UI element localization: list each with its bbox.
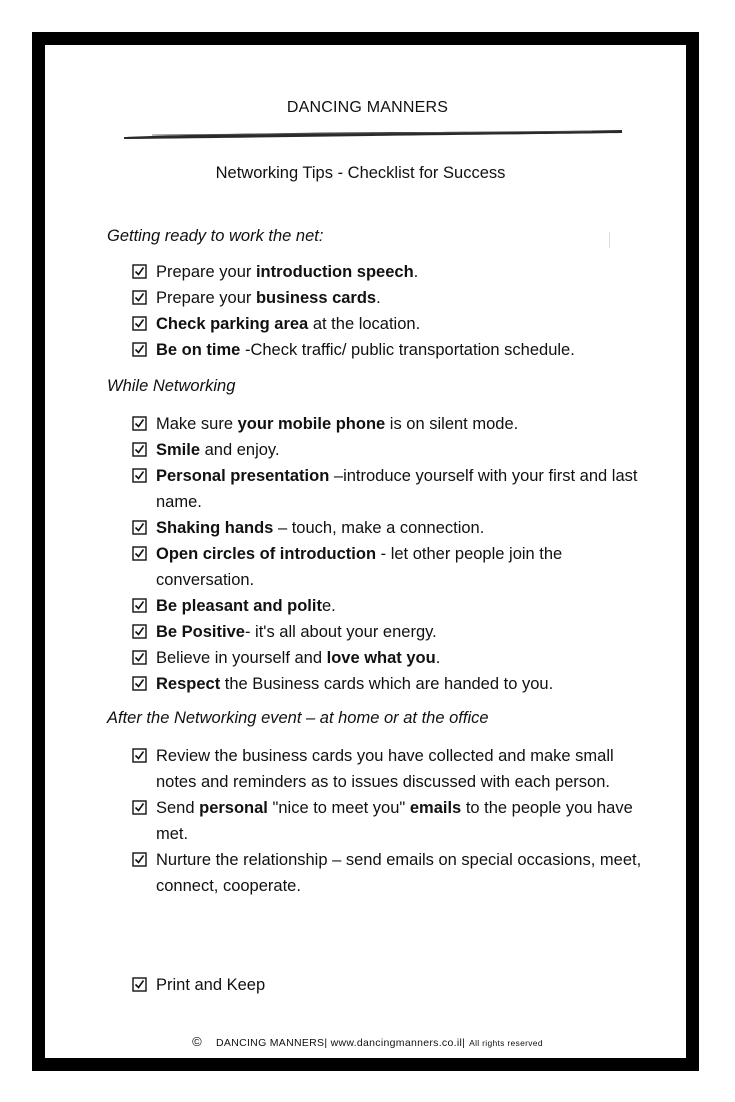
- document-subtitle: Networking Tips - Checklist for Success: [215, 164, 506, 182]
- list-item-text: [156, 415, 518, 433]
- checked-checkbox-icon: [132, 852, 147, 867]
- text-segment: Believe in yourself and: [156, 649, 327, 667]
- list-item-text: [156, 597, 336, 615]
- checked-checkbox-icon: [132, 546, 147, 561]
- text-segment: Make sure: [156, 415, 238, 433]
- section-heading-while-networking: While Networking: [107, 377, 236, 395]
- checked-checkbox-icon: [132, 342, 147, 357]
- list-item-text: [156, 467, 637, 511]
- text-segment: .: [435, 649, 441, 667]
- list-item: [132, 285, 642, 311]
- section-heading-after-event: After the Networking event – at home or at the office: [107, 709, 489, 727]
- text-segment: "nice to meet you": [267, 799, 410, 817]
- text-segment: Send: [156, 799, 200, 817]
- checked-checkbox-icon: [132, 264, 147, 279]
- list-item-text: [156, 675, 553, 693]
- list-item-text: [156, 519, 484, 537]
- list-item-text: [156, 441, 280, 459]
- copyright-icon: ©: [192, 1034, 203, 1049]
- list-item-text: [156, 289, 381, 307]
- list-item: [132, 645, 642, 671]
- list-item: [132, 795, 642, 847]
- checked-checkbox-icon: [132, 748, 147, 763]
- checked-checkbox-icon: [132, 800, 147, 815]
- brush-stroke-divider: [122, 128, 624, 140]
- text-segment: e.: [321, 597, 336, 615]
- list-item-text: [156, 263, 418, 281]
- bold-text: personal: [199, 799, 268, 817]
- list-item: [132, 463, 642, 515]
- list-item-text: [156, 545, 562, 589]
- text-segment: .: [376, 289, 381, 307]
- checked-checkbox-icon: [132, 316, 147, 331]
- bold-text: Shaking hands: [156, 519, 274, 537]
- text-segment: to the people you have met.: [156, 799, 633, 843]
- bold-text: business cards: [255, 289, 377, 307]
- text-segment: - it's all about your energy.: [244, 623, 437, 641]
- text-segment: -Check traffic/ public transportation schedule.: [240, 341, 575, 359]
- bold-text: Check parking area: [156, 315, 309, 333]
- brand-title: DANCING MANNERS: [286, 99, 449, 116]
- list-item-text: Print and Keep: [156, 976, 266, 994]
- text-segment: Nurture the relationship – send emails on special occasions, meet, connect, cooperate.: [156, 851, 642, 895]
- list-item: [132, 411, 642, 437]
- list-item-text: [156, 799, 633, 843]
- checked-checkbox-icon: [132, 520, 147, 535]
- text-segment: – touch, make a connection.: [273, 519, 485, 537]
- bold-text: Be Positive: [156, 623, 245, 641]
- checked-checkbox-icon: [132, 676, 147, 691]
- list-item: [132, 515, 642, 541]
- list-item: [132, 972, 642, 998]
- list-item-text: [156, 341, 575, 359]
- list-item: [132, 847, 642, 899]
- list-item: [132, 593, 642, 619]
- list-item: [132, 619, 642, 645]
- checked-checkbox-icon: [132, 598, 147, 613]
- bold-text: Respect: [156, 675, 221, 693]
- checked-checkbox-icon: [132, 624, 147, 639]
- bold-text: introduction speech: [255, 263, 414, 281]
- text-segment: and enjoy.: [200, 441, 280, 459]
- bold-text: love what you: [326, 649, 436, 667]
- text-segment: Prepare your: [156, 263, 256, 281]
- checklist-getting-ready: [132, 259, 642, 363]
- bold-text: Smile: [156, 441, 201, 459]
- text-segment: - let other people join the conversation.: [156, 545, 563, 589]
- bold-text: Open circles of introduction: [156, 545, 377, 563]
- text-segment: the Business cards which are handed to you.: [220, 675, 554, 693]
- bold-text: emails: [409, 799, 462, 817]
- bold-text: Be pleasant and polit: [156, 597, 322, 615]
- list-item: [132, 541, 642, 593]
- bold-text: Personal presentation: [156, 467, 330, 485]
- list-item: [132, 259, 642, 285]
- list-item-text: [156, 747, 614, 791]
- checked-checkbox-icon: [132, 290, 147, 305]
- text-segment: Review the business cards you have collected and make small notes and reminders as to issues discussed with each person.: [156, 747, 614, 791]
- list-item-text: [156, 315, 420, 333]
- list-item: [132, 743, 642, 795]
- list-item: [132, 311, 642, 337]
- checked-checkbox-icon: [132, 650, 147, 665]
- footer: [0, 1034, 735, 1049]
- footer-rights: All rights reserved: [469, 1038, 543, 1048]
- list-item-text: [156, 649, 440, 667]
- text-segment: is on silent mode.: [385, 415, 519, 433]
- section-heading-getting-ready: Getting ready to work the net:: [107, 227, 324, 245]
- text-segment: –introduce yourself with your first and last name.: [156, 467, 638, 511]
- stray-mark: [609, 232, 610, 248]
- bold-text: your mobile phone: [237, 415, 386, 433]
- checklist-after-event: [132, 743, 642, 899]
- list-item: [132, 671, 642, 697]
- bold-text: Be on time: [156, 341, 241, 359]
- list-item-text: [156, 851, 641, 895]
- list-item: [132, 437, 642, 463]
- text-segment: Prepare your: [156, 289, 256, 307]
- list-item: [132, 337, 642, 363]
- checked-checkbox-icon: [132, 442, 147, 457]
- checked-checkbox-icon: [132, 977, 147, 992]
- text-segment: at the location.: [308, 315, 421, 333]
- checked-checkbox-icon: [132, 416, 147, 431]
- text-segment: .: [413, 263, 419, 281]
- list-item-text: [156, 623, 437, 641]
- checked-checkbox-icon: [132, 468, 147, 483]
- footer-text: DANCING MANNERS| www.dancingmanners.co.il|: [216, 1037, 466, 1049]
- checklist-final: [132, 972, 642, 998]
- checklist-while-networking: [132, 411, 642, 697]
